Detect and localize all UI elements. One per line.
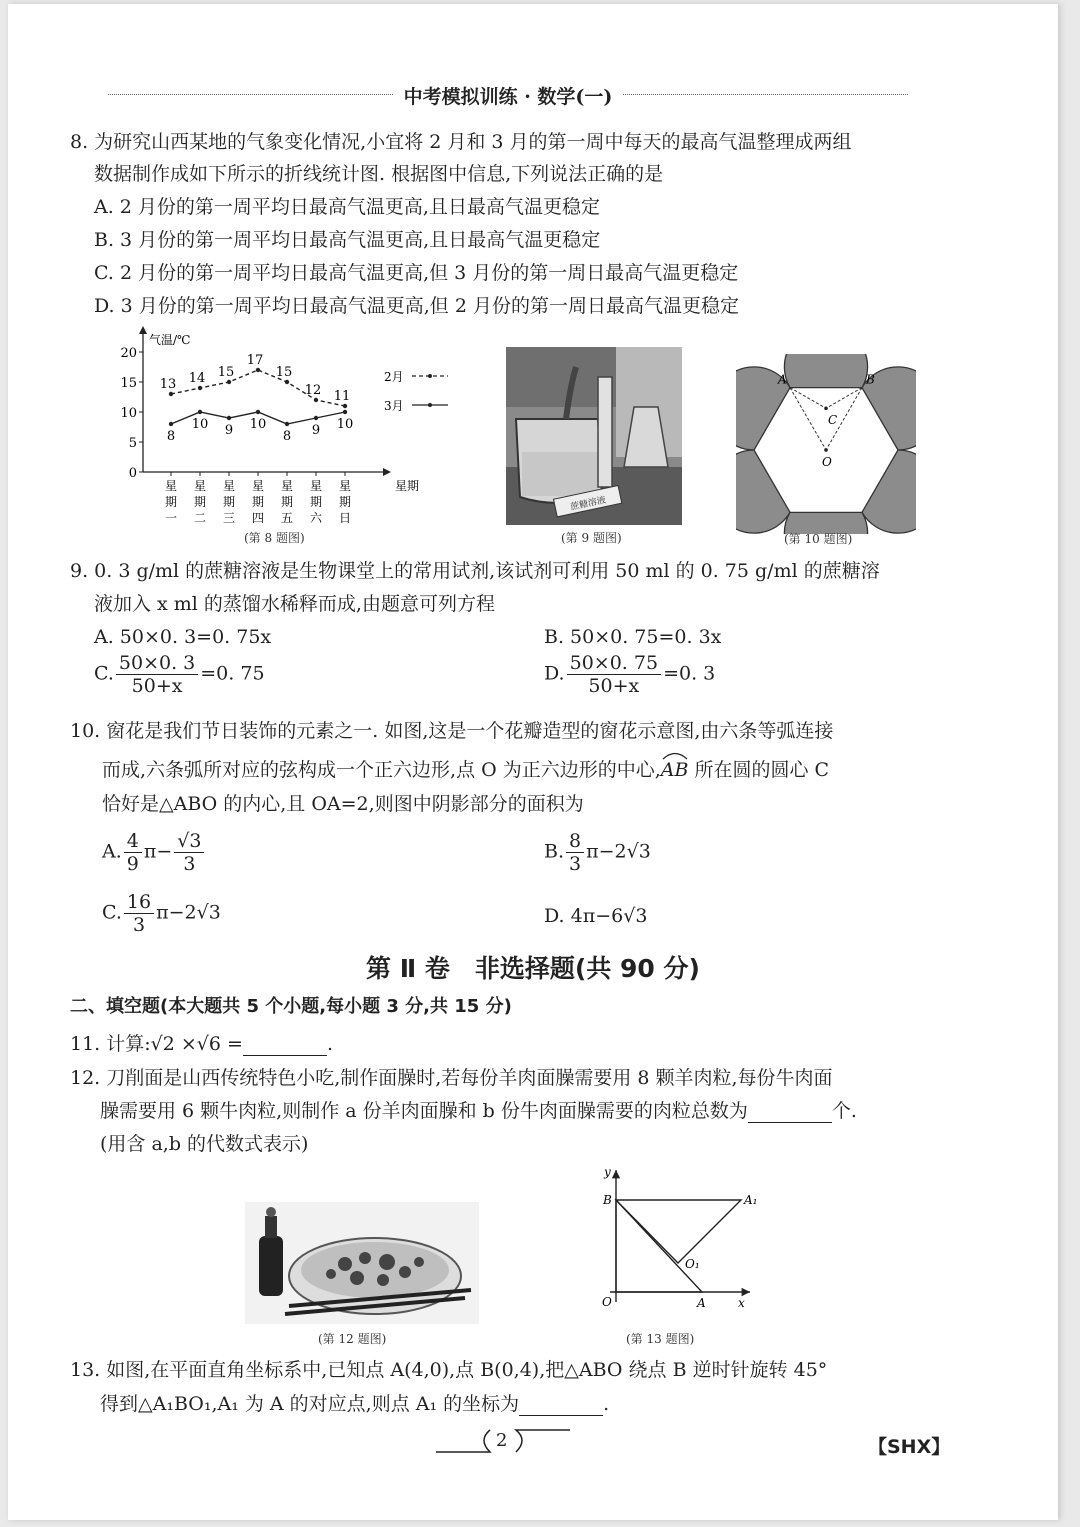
triangle-a1bo1 <box>616 1200 741 1263</box>
label-a1: A₁ <box>744 1193 758 1207</box>
chart-data-label: 11 <box>333 389 351 404</box>
chart-data-label: 10 <box>191 417 209 432</box>
chart-x-tick-label: 星期三 <box>222 479 236 524</box>
chart-data-label: 13 <box>159 377 177 392</box>
fig9-label: 蔗糖溶液 <box>569 495 607 513</box>
q8-stem-line1: 8. 为研究山西某地的气象变化情况,小宜将 2 月和 3 月的第一周中每天的最高气温整理成两组 <box>70 131 852 153</box>
q8-option-b: B. 3 月份的第一周平均日最高气温更高,且日最高气温更稳定 <box>94 229 601 251</box>
q12-line2: 臊需要用 6 颗牛肉粒,则制作 a 份羊肉面臊和 b 份牛肉面臊需要的肉粒总数为 个. <box>100 1100 857 1122</box>
fill-blank-section-heading: 二、填空题(本大题共 5 个小题,每小题 3 分,共 15 分) <box>70 996 512 1017</box>
exam-page <box>8 4 1058 1520</box>
q13-line2: 得到△A₁BO₁,A₁ 为 A 的对应点,则点 A₁ 的坐标为 . <box>100 1393 610 1415</box>
fig8-line-chart <box>98 322 458 524</box>
chart-y-tick-label: 15 <box>120 376 137 391</box>
q8-option-c: C. 2 月份的第一周平均日最高气温更高,但 3 月份的第一周日最高气温更稳定 <box>94 262 739 284</box>
chart-data-label: 8 <box>166 429 176 444</box>
chart-data-label: 10 <box>336 417 354 432</box>
chart-x-label: 星期 <box>395 479 420 493</box>
chart-data-label: 9 <box>311 423 321 438</box>
label-y: y <box>604 1165 611 1179</box>
chart-y-label: 气温/℃ <box>149 333 191 347</box>
chart-legend-marker <box>428 403 432 407</box>
chart-data-label: 8 <box>282 429 292 444</box>
q12-answer-blank[interactable] <box>748 1122 832 1123</box>
fig12-caption: (第 12 题图) <box>318 1332 387 1346</box>
page-number-box <box>428 1426 578 1456</box>
chart-x-tick-label: 星期二 <box>193 479 207 524</box>
chart-point <box>314 398 318 402</box>
chart-x-tick-label: 星期五 <box>280 479 294 524</box>
chart-x-tick-label: 星期四 <box>251 479 265 524</box>
chart-x-arrow <box>383 468 391 476</box>
label-o: O <box>822 455 832 469</box>
chart-point <box>343 404 347 408</box>
chart-point <box>198 410 202 414</box>
q9-option-b: B. 50×0. 75=0. 3x <box>544 626 722 648</box>
chart-point <box>285 380 289 384</box>
chart-data-label: 17 <box>246 353 264 368</box>
fig9-caption: (第 9 题图) <box>561 531 622 545</box>
point-c <box>824 406 828 410</box>
q13-answer-blank[interactable] <box>519 1415 603 1416</box>
chart-point <box>169 392 173 396</box>
label-o: O <box>602 1295 612 1309</box>
q10-option-b: B. $\frac{8}{3}$ π−2√3 <box>544 830 651 875</box>
chart-point <box>227 380 231 384</box>
q13-line1: 13. 如图,在平面直角坐标系中,已知点 A(4,0),点 B(0,4),把△ABO 绕点 B 逆时针旋转 45° <box>70 1359 828 1381</box>
q8-option-d: D. 3 月份的第一周平均日最高气温更高,但 2 月份的第一周日最高气温更稳定 <box>94 295 739 317</box>
q9-option-c: C. $\frac{50\times 0. 3}{50+x}$ =0. 75 <box>94 652 265 697</box>
paper-code: 【SHX】 <box>868 1436 951 1458</box>
q12-line3: (用含 a,b 的代数式表示) <box>100 1133 309 1155</box>
chart-x-tick-label: 星期日 <box>338 479 352 524</box>
chart-y-tick-label: 5 <box>128 436 137 451</box>
q10-option-a: A. $\frac{4}{9}$ π− $\frac{√3}{3}$ <box>102 830 206 875</box>
label-o1: O₁ <box>685 1257 700 1271</box>
chart-x-tick-label: 星期一 <box>164 479 178 524</box>
chart-data-label: 15 <box>275 365 293 380</box>
q10-option-d: D. 4π−6√3 <box>544 905 648 927</box>
chart-y-tick-label: 10 <box>120 406 137 421</box>
chart-point <box>285 422 289 426</box>
q10-option-c: C. $\frac{16}{3}$ π−2√3 <box>102 891 221 936</box>
chart-y-tick-label: 0 <box>128 466 137 481</box>
label-a: A <box>778 372 787 387</box>
chart-data-label: 12 <box>304 383 322 398</box>
q11-answer-blank[interactable] <box>243 1055 327 1056</box>
q10-stem-line3: 恰好是△ABO 的内心,且 OA=2,则图中阴影部分的面积为 <box>102 793 584 815</box>
q10-stem-line2: 而成,六条弧所对应的弦构成一个正六边形,点 O 为正六边形的中心, AB 所在圆的圆心 C <box>102 758 829 782</box>
chart-data-label: 10 <box>249 417 267 432</box>
page-number: 2 <box>496 1430 508 1451</box>
header-title: 中考模拟训练 · 数学(一) <box>403 86 613 108</box>
q9-option-d: D. $\frac{50\times 0. 75}{50+x}$ =0. 3 <box>544 652 716 697</box>
fig13-coordinate-figure <box>590 1162 760 1312</box>
page-header <box>108 82 908 109</box>
q9-option-a: A. 50×0. 3=0. 75x <box>94 626 272 648</box>
q10-stem-line1: 10. 窗花是我们节日装饰的元素之一. 如图,这是一个花瓣造型的窗花示意图,由六条等弧连接 <box>70 720 834 742</box>
chart-point <box>256 368 260 372</box>
chart-data-label: 15 <box>217 365 235 380</box>
chart-legend-label: 2月 <box>384 370 404 384</box>
chart-legend-marker <box>428 374 432 378</box>
chart-point <box>227 416 231 420</box>
q8-stem-line2: 数据制作成如下所示的折线统计图. 根据图中信息,下列说法正确的是 <box>94 163 664 185</box>
label-b: B <box>866 372 875 387</box>
chart-legend-label: 3月 <box>384 399 404 413</box>
chart-y-arrow <box>139 326 147 334</box>
chart-data-label: 14 <box>188 371 206 386</box>
chart-y-tick-label: 20 <box>120 346 137 361</box>
label-c: C <box>828 413 838 428</box>
q12-line1: 12. 刀削面是山西传统特色小吃,制作面臊时,若每份羊肉面臊需要用 8 颗羊肉粒,每份牛肉面 <box>70 1067 833 1089</box>
fig10-window-flower <box>736 354 916 534</box>
point-o <box>824 448 828 452</box>
label-b: B <box>603 1193 612 1207</box>
part2-title: 第 Ⅱ 卷 非选择题(共 90 分) <box>366 954 700 983</box>
chart-x-tick-label: 星期六 <box>309 479 323 524</box>
label-x: x <box>738 1296 745 1310</box>
fig9-beaker-photo <box>506 347 682 525</box>
label-a: A <box>697 1296 706 1310</box>
q9-stem-line1: 9. 0. 3 g/ml 的蔗糖溶液是生物课堂上的常用试剂,该试剂可利用 50 ml 的 0. 75 g/ml 的蔗糖溶 <box>70 560 880 582</box>
fig13-caption: (第 13 题图) <box>626 1332 695 1346</box>
q11: 11. 计算:√2 ×√6 = . <box>70 1033 334 1055</box>
fig10-caption: (第 10 题图) <box>784 532 853 546</box>
chart-point <box>198 386 202 390</box>
chart-point <box>343 410 347 414</box>
fig8-caption: (第 8 题图) <box>244 531 305 545</box>
fig12-noodle-photo <box>245 1202 479 1324</box>
chart-point <box>314 416 318 420</box>
q9-stem-line2: 液加入 x ml 的蒸馏水稀释而成,由题意可列方程 <box>94 593 495 615</box>
chart-data-label: 9 <box>224 423 234 438</box>
chart-point <box>169 422 173 426</box>
chart-point <box>256 410 260 414</box>
arc-ab: AB <box>661 758 689 782</box>
q8-option-a: A. 2 月份的第一周平均日最高气温更高,且日最高气温更稳定 <box>94 196 600 218</box>
